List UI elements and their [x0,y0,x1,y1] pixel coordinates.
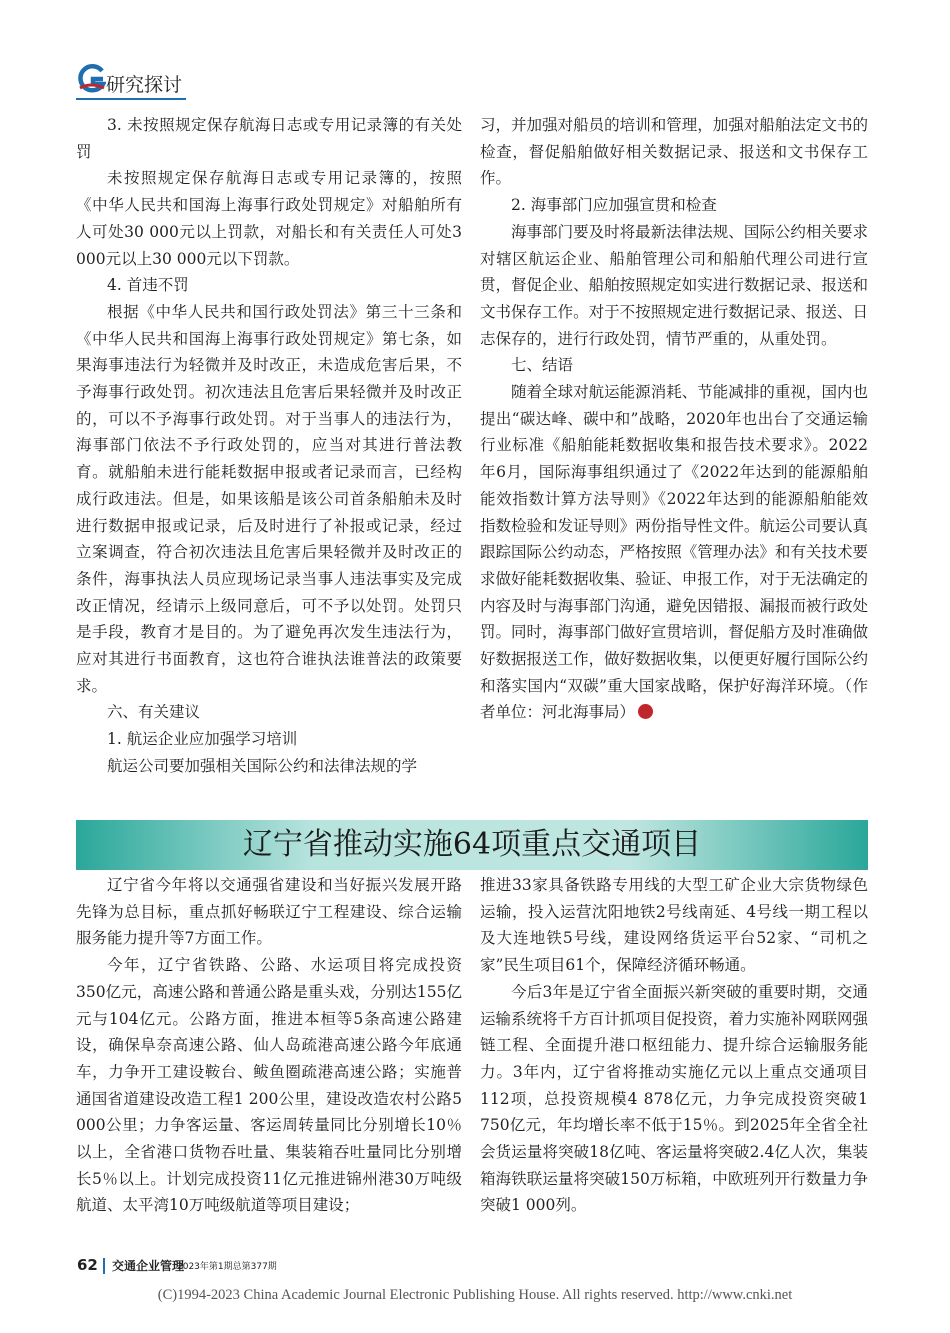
section-title: 研究探讨 [106,74,183,96]
paragraph: 今年，辽宁省铁路、公路、水运项目将完成投资350亿元，高速公路和普通公路是重头戏，分别达155亿元与104亿元。公路方面，推进本桓等5条高速公路建设，确保阜奈高速公路、仙人岛疏港高速公路今年底通车，力争开工建设鞍台、鲅鱼圈疏港高速公路；实施普通国省道建设改造工程1 200公里，建设改造农村公路5 000公里；力争客运量、客运周转量同比分别增长10％以上，全省港口货物吞吐量、集装箱吞吐量同比分别增长5％以上。计划完成投资11亿元推进锦州港30万吨级航道、太平湾10万吨级航道等项目建设； [76,956,462,1215]
article-right-column [480,112,868,818]
subheading: 1. 航运企业应加强学习培训 [107,730,298,749]
page-number: 62 [77,1256,98,1274]
article-left-column [76,112,462,818]
paragraph: 推进33家具备铁路专用线的大型工矿企业大宗货物绿色运输，投入运营沈阳地铁2号线南延、4号线一期工程以及大连地铁5号线，建设网络货运平台52家、“司机之家”民生项目61个，保障经济循环畅通。 [480,876,868,975]
journal-logo-icon [76,62,106,96]
paragraph: 海事部门要及时将最新法律法规、国际公约相关要求对辖区航运企业、船舶管理公司和船舶代理公司进行宣贯，督促企业、船舶按照规定如实进行数据记录、报送和文书保存工作。对于不按照规定进行数据记录、报送、日志保存的，进行行政处罚，情节严重的，从重处罚。 [480,222,868,348]
paragraph: 航运公司要加强相关国际公约和法律法规的学 [107,756,418,775]
paragraph: 今后3年是辽宁省全面振兴新突破的重要时期，交通运输系统将千方百计抓项目促投资，着力实施补网联网强链工程、全面提升港口枢纽能力、提升综合运输服务能力。3年内，辽宁省将推动实施亿元以上重点交通项目112项，总投资规模4 878亿元，力争完成投资突破1 750亿元，年均增长率不低于15％。到2025年全省全社会货运量将突破18亿吨、客运量将突破2.4亿人次，集装箱海铁联运量将突破150万标箱，中欧班列开行数量力争突破1 000列。 [480,982,868,1215]
paragraph: 根据《中华人民共和国行政处罚法》第三十三条和《中华人民共和国海上海事行政处罚规定》第七条，如果海事违法行为轻微并及时改正，未造成危害后果，不予海事行政处罚。初次违法且危害后果轻微并及时改正的，可以不予海事行政处罚。对于当事人的违法行为，海事部门依法不予行政处罚的，应当对其进行普法教育。就船舶未进行能耗数据申报或者记录而言，已经构成行政违法。但是，如果该船是该公司首条船舶未及时进行数据申报或记录，后及时进行了补报或记录，经过立案调查，符合初次违法且危害后果轻微并及时改正的条件，海事执法人员应现场记录当事人违法事实及完成改正情况，经请示上级同意后，可不予以处罚。处罚只是手段，教育才是目的。为了避免再次发生违法行为，应对其进行书面教育，这也符合谁执法谁普法的政策要求。 [76,302,462,695]
subheading: 4. 首违不罚 [107,276,189,295]
paragraph [480,379,868,726]
running-header [76,60,186,100]
footer-divider [103,1258,105,1274]
paragraph: 习，并加强对船员的培训和管理，加强对船舶法定文书的检查，督促船舶做好相关数据记录、报送和文书保存工作。 [480,116,868,188]
section-heading: 七、结语 [511,356,574,375]
subheading: 3. 未按照规定保存航海日志或专用记录簿的有关处罚 [76,116,462,161]
paragraph: 辽宁省今年将以交通强省建设和当好振兴发展开路先锋为总目标，重点抓好畅联辽宁工程建设、综合运输服务能力提升等7方面工作。 [76,876,462,948]
section-heading: 六、有关建议 [107,703,201,722]
news-left-column [76,872,462,1244]
news-right-column [480,872,868,1244]
end-mark-icon [638,704,653,719]
news-title: 辽宁省推动实施64项重点交通项目 [242,827,702,862]
news-banner [76,820,868,870]
journal-name: 交通企业管理 [112,1259,185,1273]
issue-info: 2023年第1期总第377期 [177,1262,277,1272]
header-rule [76,98,186,100]
closing-paragraph: 随着全球对航运能源消耗、节能减排的重视，国内也提出“碳达峰、碳中和”战略，2020年也出台了交通运输行业标准《船舶能耗数据收集和报告技术要求》。2022年6月，国际海事组织通过了《2022年达到的能源船舶能效指数计算方法导则》《2022年达到的能源船舶能效指数检验和发证导则》两份指导性文件。航运公司要认真跟踪国际公约动态，严格按照《管理办法》和有关技术要求做好能耗数据收集、验证、申报工作，对于无法确定的内容及时与海事部门沟通，避免因错报、漏报而被行政处罚。同时，海事部门做好宣贯培训，督促船方及时准确做好数据报送工作，做好数据收集，以便更好履行国际公约和落实国内“双碳”重大国家战略，保护好海洋环境。（作者单位：河北海事局） [480,383,868,722]
paragraph: 未按照规定保存航海日志或专用记录簿的，按照《中华人民共和国海上海事行政处罚规定》对船舶所有人可处30 000元以上罚款，对船长和有关责任人可处3 000元以上30 000元以下罚款。 [76,169,462,268]
subheading: 2. 海事部门应加强宣贯和检查 [511,196,717,215]
copyright-notice: (C)1994-2023 China Academic Journal Electronic Publishing House. All rights reserved. http://www.cnki.net [157,1287,793,1303]
